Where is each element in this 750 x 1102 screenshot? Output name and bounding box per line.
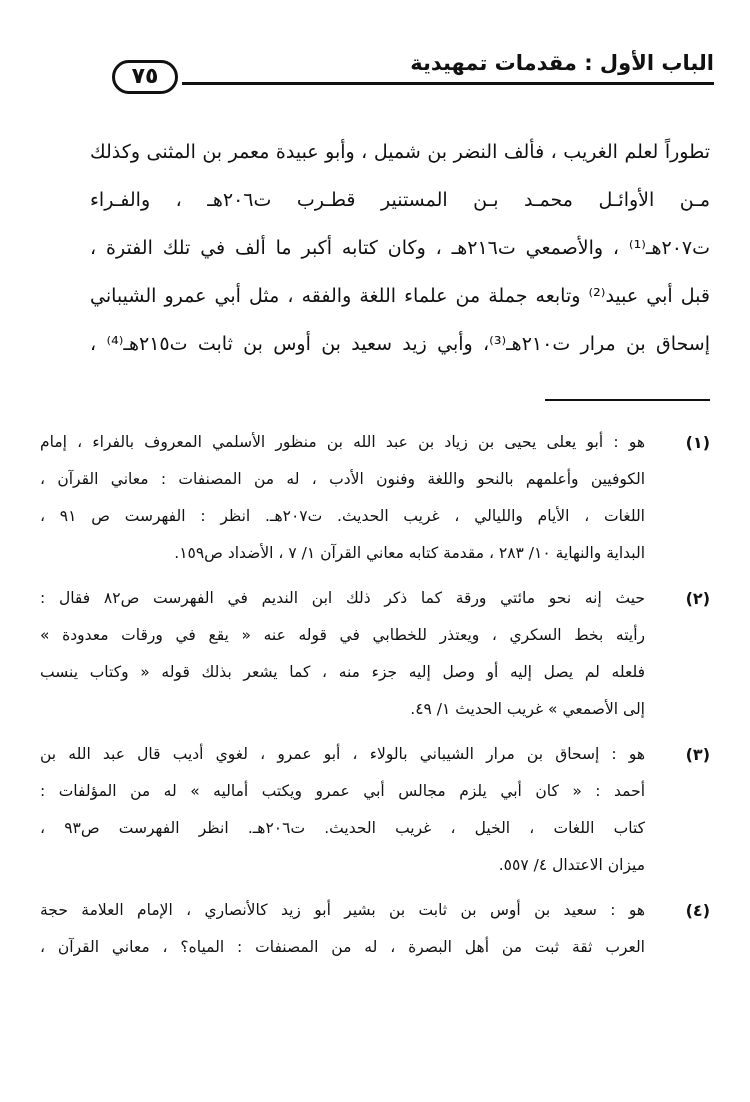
body-line: تطوراً لعلم الغريب ، فألف النضر بن شميل ، وأبو عبيدة معمر بن المثنى وكذلك	[90, 141, 710, 163]
body-line: ت٢٠٧هـ⁽¹⁾ ، والأصمعي ت٢١٦هـ ، وكان كتابه أكبر ما ألف في تلك الفترة ،	[90, 237, 710, 259]
footnote-line: أحمد : « كان أبي يلزم مجالس أبي عمرو ويكتب أماليه » له من المؤلفات :	[40, 782, 645, 800]
running-header	[112, 48, 714, 92]
footnote-3	[40, 736, 710, 884]
footnote-number: (٤)	[685, 901, 710, 920]
page-number: ٧٥	[131, 64, 159, 89]
footnote-1	[40, 424, 710, 572]
footnote-number: (١)	[685, 433, 710, 452]
body-line: مـن الأوائـل محمـد بـن المستنير قطـرب ت٢٠٦هـ ، والفـراء	[90, 189, 710, 211]
chapter-title: الباب الأول : مقدمات تمهيدية	[410, 51, 714, 75]
footnote-line: هو : أبو يعلى يحيى بن زياد بن عبد الله بن منظور الأسلمي المعروف بالفراء ، إمام	[40, 433, 645, 451]
footnote-line: فلعله لم يصل إليه أو وصل إليه جزء منه ، كما يشعر بذلك قوله « وكتاب ينسب	[40, 663, 645, 681]
footnote-line: كتاب اللغات ، الخيل ، غريب الحديث. ت٢٠٦هـ. انظر الفهرست ص٩٣ ،	[40, 819, 645, 837]
footnote-line: رأيته بخط السكري ، ويعتذر للخطابي في قوله عنه « يقع في ورقات معدودة »	[40, 626, 645, 644]
body-text	[90, 128, 710, 368]
body-line: قبل أبي عبيد⁽²⁾ وتابعه جملة من علماء اللغة والفقه ، مثل أبي عمرو الشيباني	[90, 285, 710, 307]
footnote-line: حيث إنه نحو مائتي ورقة كما ذكر ذلك ابن النديم في الفهرست ص٨٢ فقال :	[40, 589, 645, 607]
footnote-line: إلى الأصمعي » غريب الحديث ١/ ٤٩.	[410, 700, 645, 718]
footnote-line: الكوفيين وأعلمهم بالنحو واللغة وفنون الأدب ، له من المصنفات : معاني القرآن ،	[40, 470, 645, 488]
footnote-4	[40, 892, 710, 966]
footnote-line: هو : إسحاق بن مرار الشيباني بالولاء ، أبو عمرو ، لغوي أديب قال عبد الله بن	[40, 745, 645, 763]
footnotes-section	[40, 424, 710, 974]
page-number-badge	[112, 60, 178, 94]
body-line: إسحاق بن مرار ت٢١٠هـ⁽³⁾، وأبي زيد سعيد بن أوس بن ثابت ت٢١٥هـ⁽⁴⁾ ،	[90, 333, 710, 355]
header-rule	[182, 82, 714, 85]
footnote-line: اللغات ، الأيام والليالي ، غريب الحديث. ت٢٠٧هـ. انظر : الفهرست ص ٩١ ،	[40, 507, 645, 525]
footnote-number: (٢)	[685, 589, 710, 608]
footnote-separator	[545, 399, 710, 401]
footnote-line: العرب ثقة ثبت من أهل البصرة ، له من المصنفات : المياه؟ ، معاني القرآن ،	[40, 938, 645, 956]
footnote-line: البداية والنهاية ١٠/ ٢٨٣ ، مقدمة كتابه معاني القرآن ١/ ٧ ، الأضداد ص١٥٩.	[174, 544, 645, 562]
footnote-2	[40, 580, 710, 728]
footnote-number: (٣)	[685, 745, 710, 764]
footnote-line: هو : سعيد بن أوس بن ثابت بن بشير أبو زيد كالأنصاري ، الإمام العلامة حجة	[40, 901, 645, 919]
footnote-line: ميزان الاعتدال ٤/ ٥٥٧.	[498, 856, 645, 874]
